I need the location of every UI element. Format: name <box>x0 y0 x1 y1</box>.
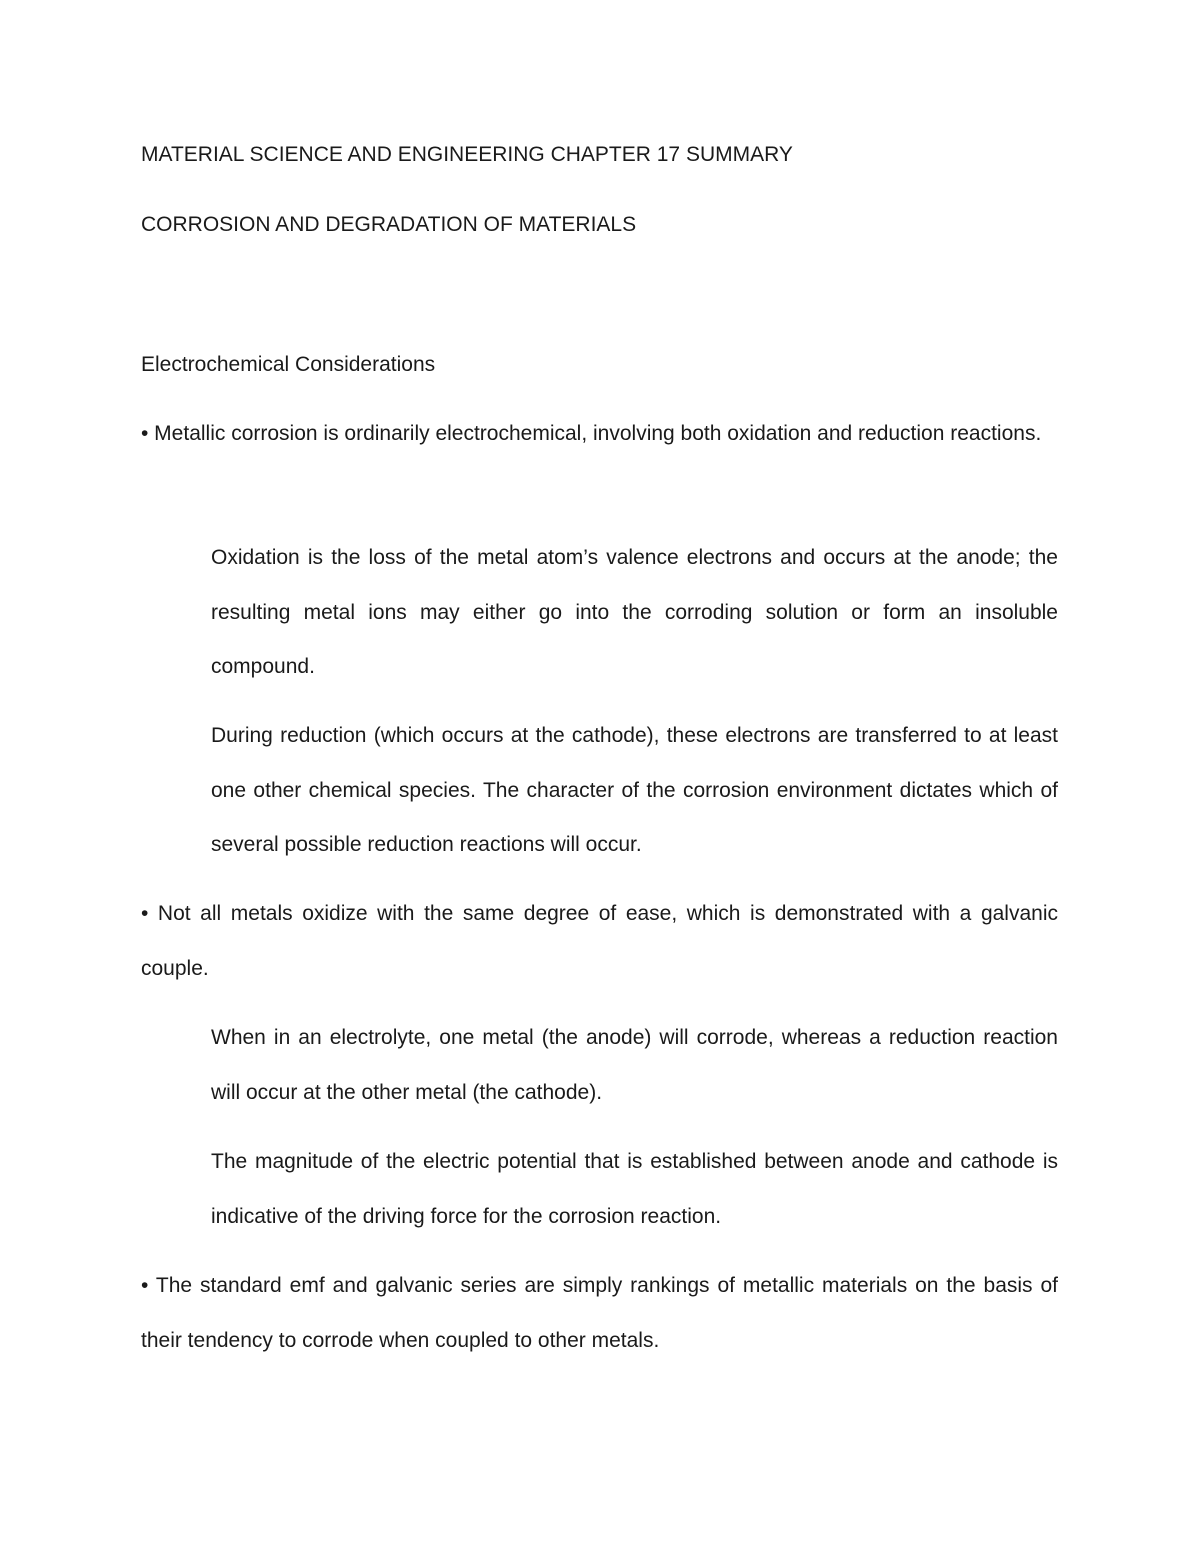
bullet-paragraph: • Not all metals oxidize with the same degree of ease, which is demonstrated with a galvanic couple. <box>141 902 1058 980</box>
sub-paragraph: The magnitude of the electric potential that is established between anode and cathode is indicative of the driving force for the corrosion reaction. <box>211 1150 1058 1228</box>
document-subtitle: CORROSION AND DEGRADATION OF MATERIALS <box>141 213 637 236</box>
document-title: MATERIAL SCIENCE AND ENGINEERING CHAPTER 17 SUMMARY <box>141 143 793 166</box>
bullet-paragraph: • The standard emf and galvanic series are simply rankings of metallic materials on the basis of their tendency to corrode when coupled to other metals. <box>141 1274 1058 1352</box>
sub-paragraph: During reduction (which occurs at the cathode), these electrons are transferred to at least one other chemical species. The character of the corrosion environment dictates which of several possible reduction reactions will occur. <box>211 724 1058 856</box>
sub-paragraph: When in an electrolyte, one metal (the anode) will corrode, whereas a reduction reaction will occur at the other metal (the cathode). <box>211 1026 1058 1104</box>
sub-paragraph: Oxidation is the loss of the metal atom’s valence electrons and occurs at the anode; the resulting metal ions may either go into the corroding solution or form an insoluble compound. <box>211 546 1058 678</box>
section-heading: Electrochemical Considerations <box>141 353 436 376</box>
bullet-paragraph: • Metallic corrosion is ordinarily electrochemical, involving both oxidation and reduction reactions. <box>141 422 1042 445</box>
